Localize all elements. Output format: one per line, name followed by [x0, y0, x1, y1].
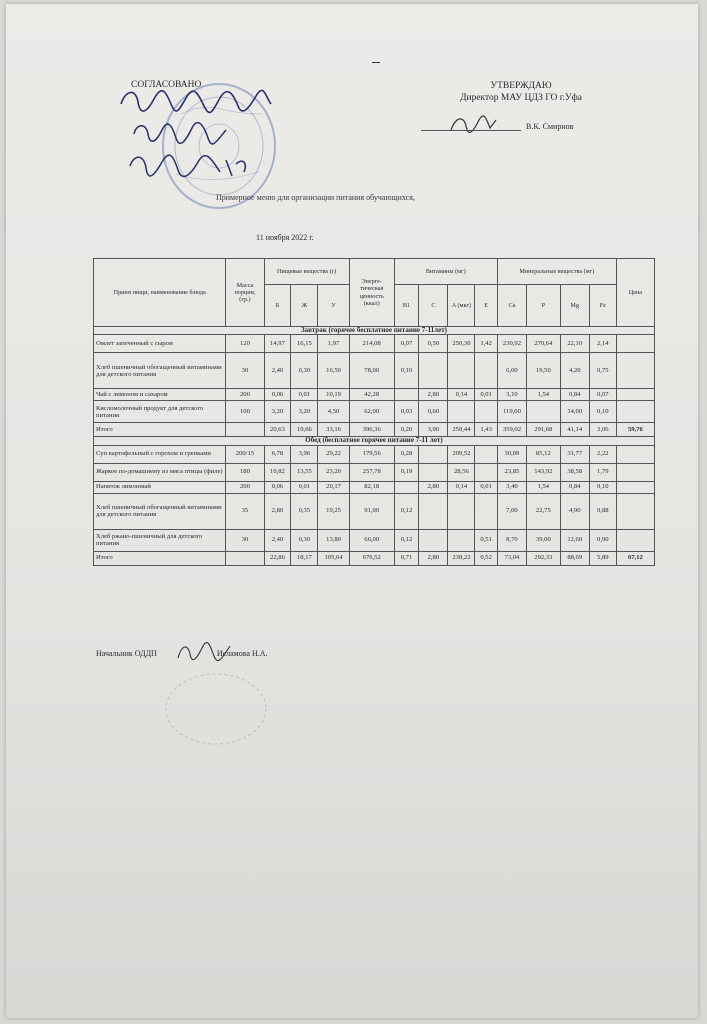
header-p: P	[527, 285, 561, 327]
cell-ca: 230,92	[497, 335, 526, 353]
cell-u: 20,17	[318, 481, 349, 493]
cell-ca: 3,40	[497, 481, 526, 493]
cell-a: 250,44	[448, 423, 475, 437]
cell-name: Суп картофельный с горохом и гренками	[94, 445, 226, 463]
cell-a: 250,30	[448, 335, 475, 353]
cell-mass: 100	[226, 401, 264, 423]
cell-e	[475, 445, 497, 463]
cell-b1: 0,12	[394, 529, 419, 551]
cell-mg: 14,00	[560, 401, 589, 423]
header-mass: Масса порции, (гр.)	[226, 259, 264, 327]
cell-u: 105,64	[318, 551, 349, 565]
cell-mg: 38,58	[560, 463, 589, 481]
header-e: E	[475, 285, 497, 327]
director-title: Директор МАУ ЦДЗ ГО г.Уфа	[460, 93, 582, 103]
cell-ca: 3,10	[497, 389, 526, 401]
document-page	[6, 4, 698, 1018]
header-c: C	[419, 285, 448, 327]
cell-energy: 396,36	[349, 423, 394, 437]
cell-name: Кисломолочный продукт для детского питания	[94, 401, 226, 423]
cell-energy: 78,00	[349, 353, 394, 389]
cell-b: 6,78	[264, 445, 291, 463]
header-energy: Энерге-тическая ценность (ккал)	[349, 259, 394, 327]
footer-role: Начальник ОДДП	[96, 649, 157, 658]
cell-ca: 7,00	[497, 493, 526, 529]
cell-price: 59,76	[616, 423, 654, 437]
cell-e	[475, 493, 497, 529]
approve-label: УТВЕРЖДАЮ	[490, 81, 552, 91]
cell-price	[616, 335, 654, 353]
cell-zh: 0,30	[291, 529, 318, 551]
cell-b1: 0,03	[394, 401, 419, 423]
cell-a	[448, 353, 475, 389]
cell-mg: 0,84	[560, 389, 589, 401]
cell-name: Хлеб пшеничный обогащенный витаминами для детского питания	[94, 493, 226, 529]
cell-u: 29,22	[318, 445, 349, 463]
table-row	[94, 481, 655, 493]
cell-ca: 30,09	[497, 445, 526, 463]
cell-ca: 73,04	[497, 551, 526, 565]
cell-u: 13,80	[318, 529, 349, 551]
faint-stamp-imprint-icon	[156, 669, 276, 749]
cell-ca: 119,00	[497, 401, 526, 423]
cell-mg: 0,84	[560, 481, 589, 493]
cell-b1: 0,20	[394, 423, 419, 437]
chief-signature-icon	[174, 640, 234, 664]
cell-ca: 359,02	[497, 423, 526, 437]
cell-a	[448, 401, 475, 423]
table-row	[94, 493, 655, 529]
cell-u: 33,16	[318, 423, 349, 437]
menu-table	[93, 258, 655, 566]
cell-fe: 3,06	[589, 423, 616, 437]
cell-mg: 22,10	[560, 335, 589, 353]
cell-p: 291,68	[527, 423, 561, 437]
cell-mass: 200	[226, 389, 264, 401]
cell-p: 143,92	[527, 463, 561, 481]
cell-name: Хлеб ржано-пшеничный для детского питания	[94, 529, 226, 551]
cell-mass: 200	[226, 481, 264, 493]
section-title-lunch: Обед (бесплатное горячее питание 7-11 лет)	[94, 437, 655, 445]
cell-e: 1,43	[475, 423, 497, 437]
section-row-breakfast	[94, 327, 655, 335]
cell-p: 19,50	[527, 353, 561, 389]
cell-fe: 0,75	[589, 353, 616, 389]
cell-a	[448, 493, 475, 529]
cell-mg: 31,77	[560, 445, 589, 463]
menu-date: 11 ноября 2022 г.	[256, 233, 314, 242]
cell-name: Итого	[94, 423, 226, 437]
cell-a: 0,14	[448, 481, 475, 493]
menu-table-container	[93, 258, 655, 566]
section-title-breakfast: Завтрак (горячее бесплатное питание 7-11лет)	[94, 327, 655, 335]
cell-u: 23,20	[318, 463, 349, 481]
cell-e	[475, 401, 497, 423]
cell-price: 67,12	[616, 551, 654, 565]
cell-c	[419, 463, 448, 481]
cell-p: 292,33	[527, 551, 561, 565]
cell-zh: 3,20	[291, 401, 318, 423]
cell-b1	[394, 389, 419, 401]
signature-line	[421, 130, 521, 131]
cell-mg: 4,20	[560, 353, 589, 389]
cell-p: 85,12	[527, 445, 561, 463]
table-row	[94, 353, 655, 389]
header-minerals: Минеральные вещества (мг)	[497, 259, 616, 285]
cell-price	[616, 463, 654, 481]
cell-zh: 16,15	[291, 335, 318, 353]
cell-u: 1,97	[318, 335, 349, 353]
cell-a	[448, 529, 475, 551]
cell-energy: 676,52	[349, 551, 394, 565]
cell-energy: 62,00	[349, 401, 394, 423]
cell-e: 0,01	[475, 481, 497, 493]
cell-ca: 8,70	[497, 529, 526, 551]
cell-ca: 23,85	[497, 463, 526, 481]
cell-b: 2,40	[264, 353, 291, 389]
cell-zh: 13,55	[291, 463, 318, 481]
cell-b1: 0,28	[394, 445, 419, 463]
cell-name: Хлеб пшеничный обогащенный витаминами для детского питания	[94, 353, 226, 389]
cell-c: 3,90	[419, 423, 448, 437]
cell-zh: 19,66	[291, 423, 318, 437]
cell-zh: 0,01	[291, 389, 318, 401]
header-vitamins: Витамины (мг)	[394, 259, 497, 285]
cell-a: 238,22	[448, 551, 475, 565]
cell-c: 0,60	[419, 401, 448, 423]
cell-b1: 0,07	[394, 335, 419, 353]
cell-energy: 82,18	[349, 481, 394, 493]
table-row	[94, 335, 655, 353]
approval-block	[461, 80, 581, 104]
total-row-breakfast	[94, 423, 655, 437]
cell-u: 10,19	[318, 389, 349, 401]
cell-p: 270,64	[527, 335, 561, 353]
cell-price	[616, 389, 654, 401]
header-a: A (мкг)	[448, 285, 475, 327]
header-ca: Ca	[497, 285, 526, 327]
cell-a: 28,56	[448, 463, 475, 481]
cell-name: Жаркое по-домашнему из мяса птицы (филе)	[94, 463, 226, 481]
cell-name: Омлет запеченный с сыром	[94, 335, 226, 353]
cell-mg: 41,14	[560, 423, 589, 437]
table-row	[94, 529, 655, 551]
cell-fe: 0,10	[589, 401, 616, 423]
cell-name: Напиток лимонный	[94, 481, 226, 493]
cell-a: 209,52	[448, 445, 475, 463]
cell-c	[419, 493, 448, 529]
cell-zh: 0,30	[291, 353, 318, 389]
cell-b1: 0,10	[394, 353, 419, 389]
cell-fe: 0,88	[589, 493, 616, 529]
cell-u: 4,50	[318, 401, 349, 423]
cell-zh: 18,17	[291, 551, 318, 565]
cell-price	[616, 481, 654, 493]
cell-mg: 4,90	[560, 493, 589, 529]
cell-price	[616, 401, 654, 423]
cell-b1: 0,12	[394, 493, 419, 529]
cell-energy: 91,00	[349, 493, 394, 529]
cell-c: 2,80	[419, 389, 448, 401]
cell-price	[616, 445, 654, 463]
header-price: Цена	[616, 259, 654, 327]
header-nutrients: Пищевые вещества (г)	[264, 259, 349, 285]
cell-b: 2,40	[264, 529, 291, 551]
cell-e: 0,52	[475, 551, 497, 565]
cell-e: 0,01	[475, 389, 497, 401]
cell-c	[419, 529, 448, 551]
cell-e: 0,51	[475, 529, 497, 551]
cell-energy: 214,08	[349, 335, 394, 353]
cell-zh: 0,35	[291, 493, 318, 529]
header-u: У	[318, 285, 349, 327]
agreed-label: СОГЛАСОВАНО	[131, 80, 202, 90]
cell-fe: 1,79	[589, 463, 616, 481]
header-meal: Прием пищи, наименование блюда	[94, 259, 226, 327]
menu-title: Примерное меню для организации питания обучающихся,	[216, 193, 415, 202]
cell-fe: 0,90	[589, 529, 616, 551]
table-row	[94, 445, 655, 463]
handwritten-signature-icon	[116, 84, 276, 194]
cell-b1: 0,71	[394, 551, 419, 565]
cell-price	[616, 529, 654, 551]
cell-name: Итого	[94, 551, 226, 565]
cell-p: 22,75	[527, 493, 561, 529]
cell-zh: 0,01	[291, 481, 318, 493]
director-name: В.К. Смирнов	[526, 122, 574, 131]
cell-b: 10,82	[264, 463, 291, 481]
cell-energy: 66,00	[349, 529, 394, 551]
table-row	[94, 389, 655, 401]
cell-c: 2,80	[419, 481, 448, 493]
cell-mass	[226, 551, 264, 565]
cell-p: 1,54	[527, 481, 561, 493]
cell-fe: 0,07	[589, 389, 616, 401]
cell-energy: 42,28	[349, 389, 394, 401]
header-b1: B1	[394, 285, 419, 327]
cell-b: 22,86	[264, 551, 291, 565]
cell-e	[475, 353, 497, 389]
cell-b: 0,06	[264, 481, 291, 493]
cell-mass: 30	[226, 353, 264, 389]
cell-b: 20,63	[264, 423, 291, 437]
cell-zh: 3,96	[291, 445, 318, 463]
cell-mass: 200/15	[226, 445, 264, 463]
cell-p	[527, 401, 561, 423]
cell-mass: 35	[226, 493, 264, 529]
header-fe: Fe	[589, 285, 616, 327]
table-row	[94, 401, 655, 423]
cell-b: 14,97	[264, 335, 291, 353]
cell-price	[616, 493, 654, 529]
dash-mark	[372, 62, 380, 63]
cell-u: 16,50	[318, 353, 349, 389]
section-row-lunch	[94, 437, 655, 445]
cell-b: 2,80	[264, 493, 291, 529]
cell-c	[419, 353, 448, 389]
cell-b1: 0,19	[394, 463, 419, 481]
header-zh: Ж	[291, 285, 318, 327]
cell-c: 0,50	[419, 335, 448, 353]
cell-u: 19,25	[318, 493, 349, 529]
header-b: Б	[264, 285, 291, 327]
cell-fe: 2,22	[589, 445, 616, 463]
cell-fe: 2,14	[589, 335, 616, 353]
cell-e	[475, 463, 497, 481]
cell-b: 3,20	[264, 401, 291, 423]
cell-a: 0,14	[448, 389, 475, 401]
cell-fe: 5,89	[589, 551, 616, 565]
cell-c: 2,80	[419, 551, 448, 565]
cell-mass: 120	[226, 335, 264, 353]
cell-mass: 30	[226, 529, 264, 551]
cell-price	[616, 353, 654, 389]
cell-p: 39,00	[527, 529, 561, 551]
cell-mass	[226, 423, 264, 437]
cell-p: 1,54	[527, 389, 561, 401]
cell-fe: 0,10	[589, 481, 616, 493]
table-row	[94, 463, 655, 481]
cell-name: Чай с лимоном и сахаром	[94, 389, 226, 401]
cell-energy: 179,56	[349, 445, 394, 463]
cell-b: 0,06	[264, 389, 291, 401]
cell-mg: 12,60	[560, 529, 589, 551]
director-signature-icon	[446, 112, 506, 138]
cell-ca: 6,00	[497, 353, 526, 389]
total-row-lunch	[94, 551, 655, 565]
cell-b1	[394, 481, 419, 493]
cell-c	[419, 445, 448, 463]
header-mg: Mg	[560, 285, 589, 327]
cell-mass: 180	[226, 463, 264, 481]
footer-name: Исламова Н.А.	[216, 649, 268, 658]
cell-mg: 88,69	[560, 551, 589, 565]
cell-energy: 257,78	[349, 463, 394, 481]
cell-e: 1,42	[475, 335, 497, 353]
